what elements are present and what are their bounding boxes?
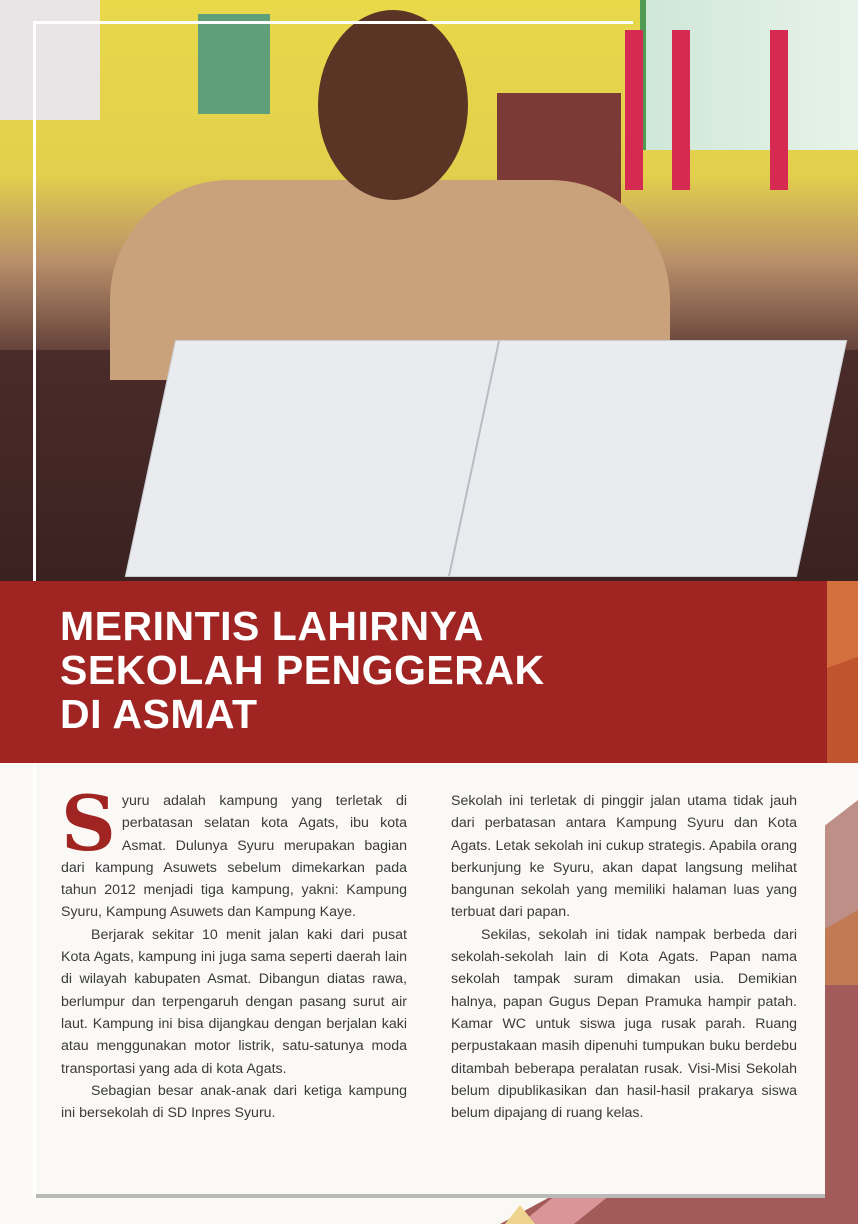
article-title — [60, 604, 545, 736]
hero-photo-student-reading — [0, 0, 858, 581]
title-line: SEKOLAH PENGGERAK — [60, 647, 545, 693]
green-board — [198, 14, 270, 114]
classroom-poster — [0, 0, 100, 120]
paragraph: Sebagian besar anak-anak dari ketiga kampung ini bersekolah di SD Inpres Syuru. — [61, 1082, 407, 1122]
paragraph: Sekolah ini terletak di pinggir jalan utama tidak jauh dari perbatasan antara Kampung Syuru dan Kota Agats. Letak sekolah ini cukup strategis. Apabila orang berkunjung ke Syuru, akan dapat langsung melihat bangunan sekolah yang memiliki halaman luas yang terbuat dari papan. — [451, 793, 797, 921]
title-line: MERINTIS LAHIRNYA — [60, 603, 484, 649]
accent-strip — [827, 581, 858, 763]
student-face — [318, 10, 468, 200]
title-line: DI ASMAT — [60, 691, 258, 737]
article-column-1 — [61, 779, 407, 1124]
curtain — [770, 30, 788, 190]
paragraph: yuru adalah kampung yang terletak di perbatasan selatan kota Agats, ibu kota Asmat. Dulunya Syuru merupakan bagian dari kampung Asuwets sebelum dimekarkan pada tahun 2012 menjadi tiga kampung, yakni: Kampung Syuru, Kampung Asuwets dan Kampung Kaye. — [61, 793, 407, 921]
paragraph: Berjarak sekitar 10 menit jalan kaki dari pusat Kota Agats, kampung ini juga sama seperti daerah lain di wilayah kabupaten Asmat. Dibangun diatas rawa, berlumpur dan terpengaruh dengan pasang surut air laut. Kampung ini bisa dijangkau dengan berjalan kaki atau menggunakan motor listrik, satu-satunya moda transportasi yang ada di kota Agats. — [61, 926, 407, 1077]
curtain — [625, 30, 643, 190]
article-column-2 — [451, 790, 797, 1124]
paragraph: Sekilas, sekolah ini tidak nampak berbeda dari sekolah-sekolah lain di Kota Agats. Papan nama sekolah tampak suram dimakan usia. Demikian halnya, papan Gugus Depan Pramuka hampir patah. Kamar WC untuk siswa juga rusak parah. Ruang perpustakaan masih dipenuhi tumpukan buku berdebu ditambah beberapa peralatan rusak. Visi-Misi Sekolah belum dipublikasikan dan hasil-hasil prakarya siswa belum dipajang di ruang kelas. — [451, 926, 797, 1122]
open-book — [125, 340, 847, 577]
frame-line — [33, 21, 633, 24]
drop-cap: S — [61, 779, 116, 868]
curtain — [672, 30, 690, 190]
